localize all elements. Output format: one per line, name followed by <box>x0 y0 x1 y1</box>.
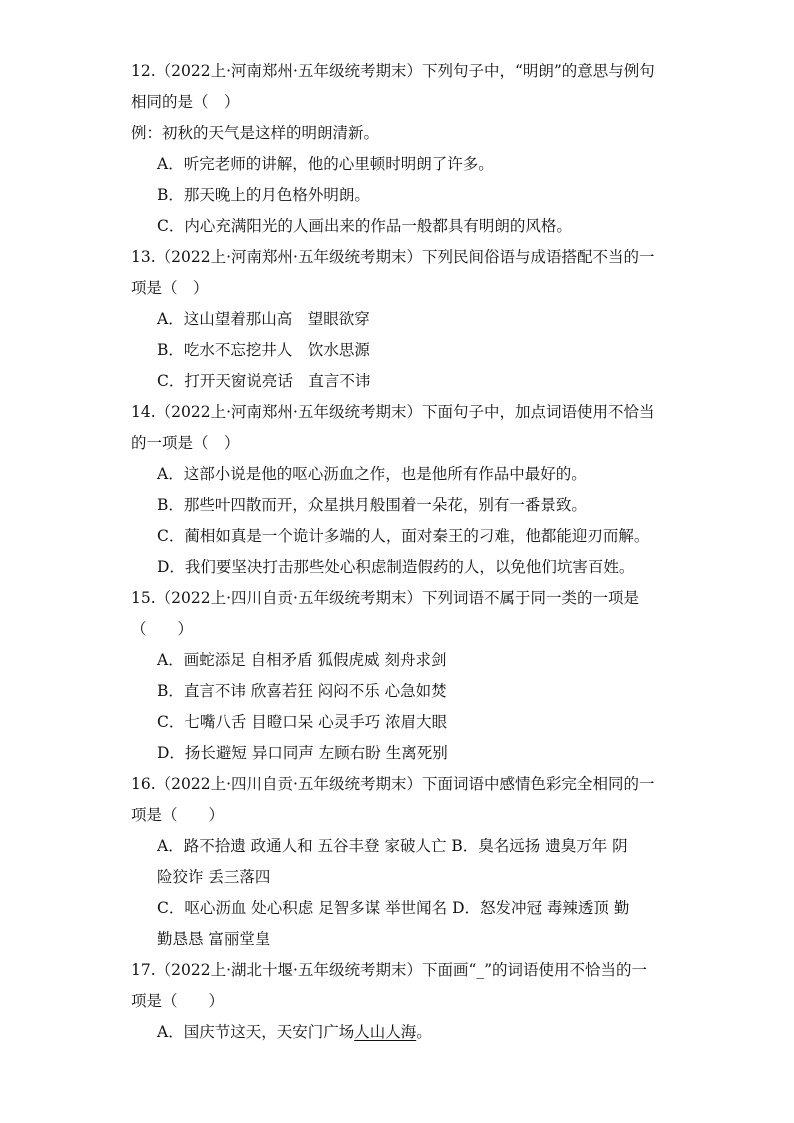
question-15-stem-line-1: 15.（2022上·四川自贡·五年级统考期末）下列词语不属于同一类的一项是 <box>131 589 639 607</box>
question-17-stem-line-1: 17.（2022上·湖北十堰·五年级统考期末）下面画“_”的词语使用不恰当的一 <box>131 961 648 979</box>
question-12-stem-line-2: 相同的是（ ） <box>131 93 240 111</box>
question-15-option-b: B．直言不讳 欣喜若狂 闷闷不乐 心急如焚 <box>157 682 447 700</box>
question-13-stem-line-1: 13.（2022上·河南郑州·五年级统考期末）下列民间俗语与成语搭配不当的一 <box>131 248 655 266</box>
question-17-option-a-after: 。 <box>416 1023 432 1041</box>
question-14-stem-line-2: 的一项是（ ） <box>131 434 240 452</box>
question-list <box>131 56 671 1048</box>
question-17-option-a <box>131 1017 671 1048</box>
question-12-option-c: C．内心充满阳光的人画出来的作品一般都具有明朗的风格。 <box>157 217 572 235</box>
question-14-option-a: A．这部小说是他的呕心沥血之作，也是他所有作品中最好的。 <box>157 465 587 483</box>
question-13-option-c: C．打开天窗说亮话 直言不讳 <box>157 372 371 390</box>
question-16-option-ab-line-2: 险狡诈 丢三落四 <box>157 868 271 886</box>
question-13-option-b: B．吃水不忘挖井人 饮水思源 <box>157 341 370 359</box>
question-12-stem-line-1: 12.（2022上·河南郑州·五年级统考期末）下列句子中，“明朗”的意思与例句 <box>131 62 655 80</box>
question-14-stem-line-1: 14.（2022上·河南郑州·五年级统考期末）下面句子中，加点词语使用不恰当 <box>131 403 655 421</box>
question-17-option-a-underlined-word: 人山人海 <box>354 1023 417 1041</box>
question-15-option-a: A．画蛇添足 自相矛盾 狐假虎威 刻舟求剑 <box>157 651 447 669</box>
question-16-option-ab-line-1: A．路不拾遗 政通人和 五谷丰登 家破人亡 B．臭名远扬 遗臭万年 阴 <box>157 837 628 855</box>
question-17-stem-line-2: 项是（ ） <box>131 992 225 1010</box>
question-13-option-a: A．这山望着那山高 望眼欲穿 <box>157 310 370 328</box>
question-12-option-b: B．那天晚上的月色格外明朗。 <box>157 186 370 204</box>
question-15-stem-line-2: （ ） <box>131 620 194 638</box>
question-12-example: 例：初秋的天气是这样的明朗清新。 <box>131 124 380 142</box>
question-16-stem-line-2: 项是（ ） <box>131 806 225 824</box>
question-14-option-b: B．那些叶四散而开，众星拱月般围着一朵花，别有一番景致。 <box>157 496 587 514</box>
question-15-option-c: C．七嘴八舌 目瞪口呆 心灵手巧 浓眉大眼 <box>157 713 448 731</box>
question-15-option-d: D．扬长避短 异口同声 左顾右盼 生离死别 <box>157 744 448 762</box>
question-14-option-c: C．蔺相如真是一个诡计多端的人，面对秦王的刁难，他都能迎刃而解。 <box>157 527 650 545</box>
question-13-stem-line-2: 项是（ ） <box>131 279 209 297</box>
question-16-stem-line-1: 16.（2022上·四川自贡·五年级统考期末）下面词语中感情色彩完全相同的一 <box>131 775 655 793</box>
question-16-option-cd-line-1: C．呕心沥血 处心积虑 足智多谋 举世闻名 D．怒发冲冠 毒辣透顶 勤 <box>157 899 630 917</box>
question-14-option-d: D．我们要坚决打击那些处心积虑制造假药的人，以免他们坑害百姓。 <box>157 558 635 576</box>
question-16-option-cd-line-2: 勤恳恳 富丽堂皇 <box>157 930 271 948</box>
question-12-option-a: A．听完老师的讲解，他的心里顿时明朗了许多。 <box>157 155 494 173</box>
question-17-option-a-before: A．国庆节这天，天安门广场 <box>157 1023 355 1041</box>
